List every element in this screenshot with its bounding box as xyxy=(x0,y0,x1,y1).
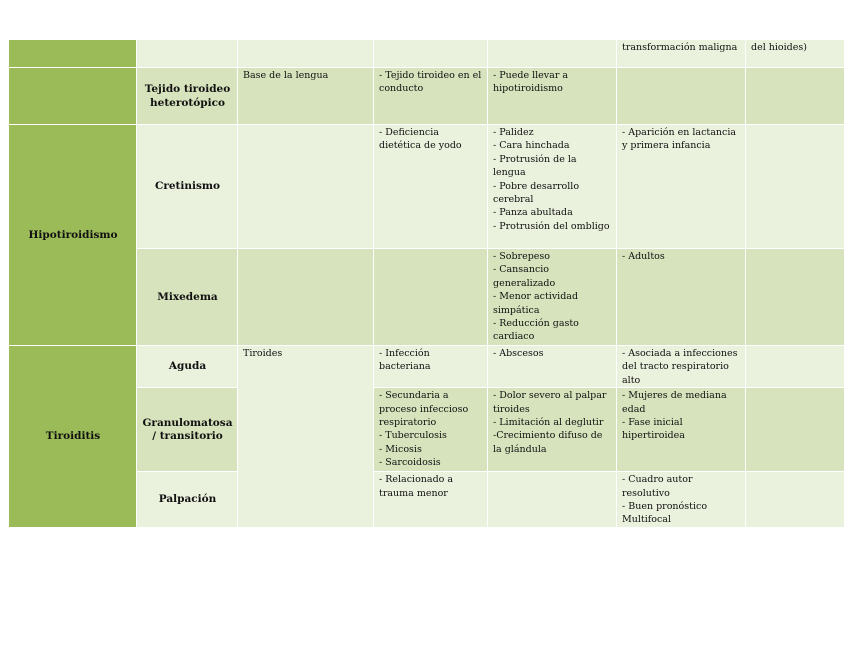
category-cell: Tiroiditis xyxy=(9,346,137,528)
category-cell xyxy=(9,68,137,125)
cause-cell: - Tejido tiroideo en el conducto xyxy=(374,68,488,125)
location-cell xyxy=(238,125,374,249)
symptoms-cell: - Abscesos xyxy=(488,346,617,388)
cause-cell xyxy=(374,40,488,68)
condition-name: Cretinismo xyxy=(137,125,238,249)
notes-cell: - Adultos xyxy=(617,249,746,346)
extra-cell xyxy=(746,249,845,346)
condition-name: Mixedema xyxy=(137,249,238,346)
condition-name: Tejido tiroideo heterotópico xyxy=(137,68,238,125)
notes-cell: - Cuadro autor resolutivo - Buen pronóstico Multifocal xyxy=(617,472,746,528)
location-cell: Base de la lengua xyxy=(238,68,374,125)
cause-cell xyxy=(374,249,488,346)
location-cell xyxy=(238,40,374,68)
notes-cell: - Aparición en lactancia y primera infancia xyxy=(617,125,746,249)
extra-cell xyxy=(746,388,845,472)
condition-name: Aguda xyxy=(137,346,238,388)
symptoms-cell: - Puede llevar a hipotiroidismo xyxy=(488,68,617,125)
category-cell: Hipotiroidismo xyxy=(9,125,137,346)
cause-cell: - Relacionado a trauma menor xyxy=(374,472,488,528)
symptoms-cell xyxy=(488,40,617,68)
cause-cell: - Deficiencia dietética de yodo xyxy=(374,125,488,249)
symptoms-cell: - Dolor severo al palpar tiroides - Limitación al deglutir -Crecimiento difuso de la glándula xyxy=(488,388,617,472)
cause-cell: - Secundaria a proceso infeccioso respiratorio - Tuberculosis - Micosis - Sarcoidosis xyxy=(374,388,488,472)
extra-cell xyxy=(746,472,845,528)
condition-name: Palpación xyxy=(137,472,238,528)
condition-name xyxy=(137,40,238,68)
notes-cell: transformación maligna xyxy=(617,40,746,68)
symptoms-cell: - Sobrepeso - Cansancio generalizado - Menor actividad simpática - Reducción gasto cardiaco xyxy=(488,249,617,346)
pathology-table xyxy=(8,39,845,528)
notes-cell: - Mujeres de mediana edad - Fase inicial hipertiroidea xyxy=(617,388,746,472)
extra-cell xyxy=(746,68,845,125)
extra-cell xyxy=(746,125,845,249)
location-cell xyxy=(238,249,374,346)
cause-cell: - Infección bacteriana xyxy=(374,346,488,388)
notes-cell xyxy=(617,68,746,125)
table-row xyxy=(9,125,845,249)
location-cell: Tiroides xyxy=(238,346,374,528)
table-row xyxy=(9,68,845,125)
notes-cell: - Asociada a infecciones del tracto respiratorio alto xyxy=(617,346,746,388)
table-row xyxy=(9,346,845,388)
extra-cell xyxy=(746,346,845,388)
table-row xyxy=(9,40,845,68)
symptoms-cell xyxy=(488,472,617,528)
symptoms-cell: - Palidez - Cara hinchada - Protrusión de la lengua - Pobre desarrollo cerebral - Panza abultada - Protrusión del ombligo xyxy=(488,125,617,249)
condition-name: Granulomatosa / transitorio xyxy=(137,388,238,472)
extra-cell: del hioides) xyxy=(746,40,845,68)
category-cell xyxy=(9,40,137,68)
